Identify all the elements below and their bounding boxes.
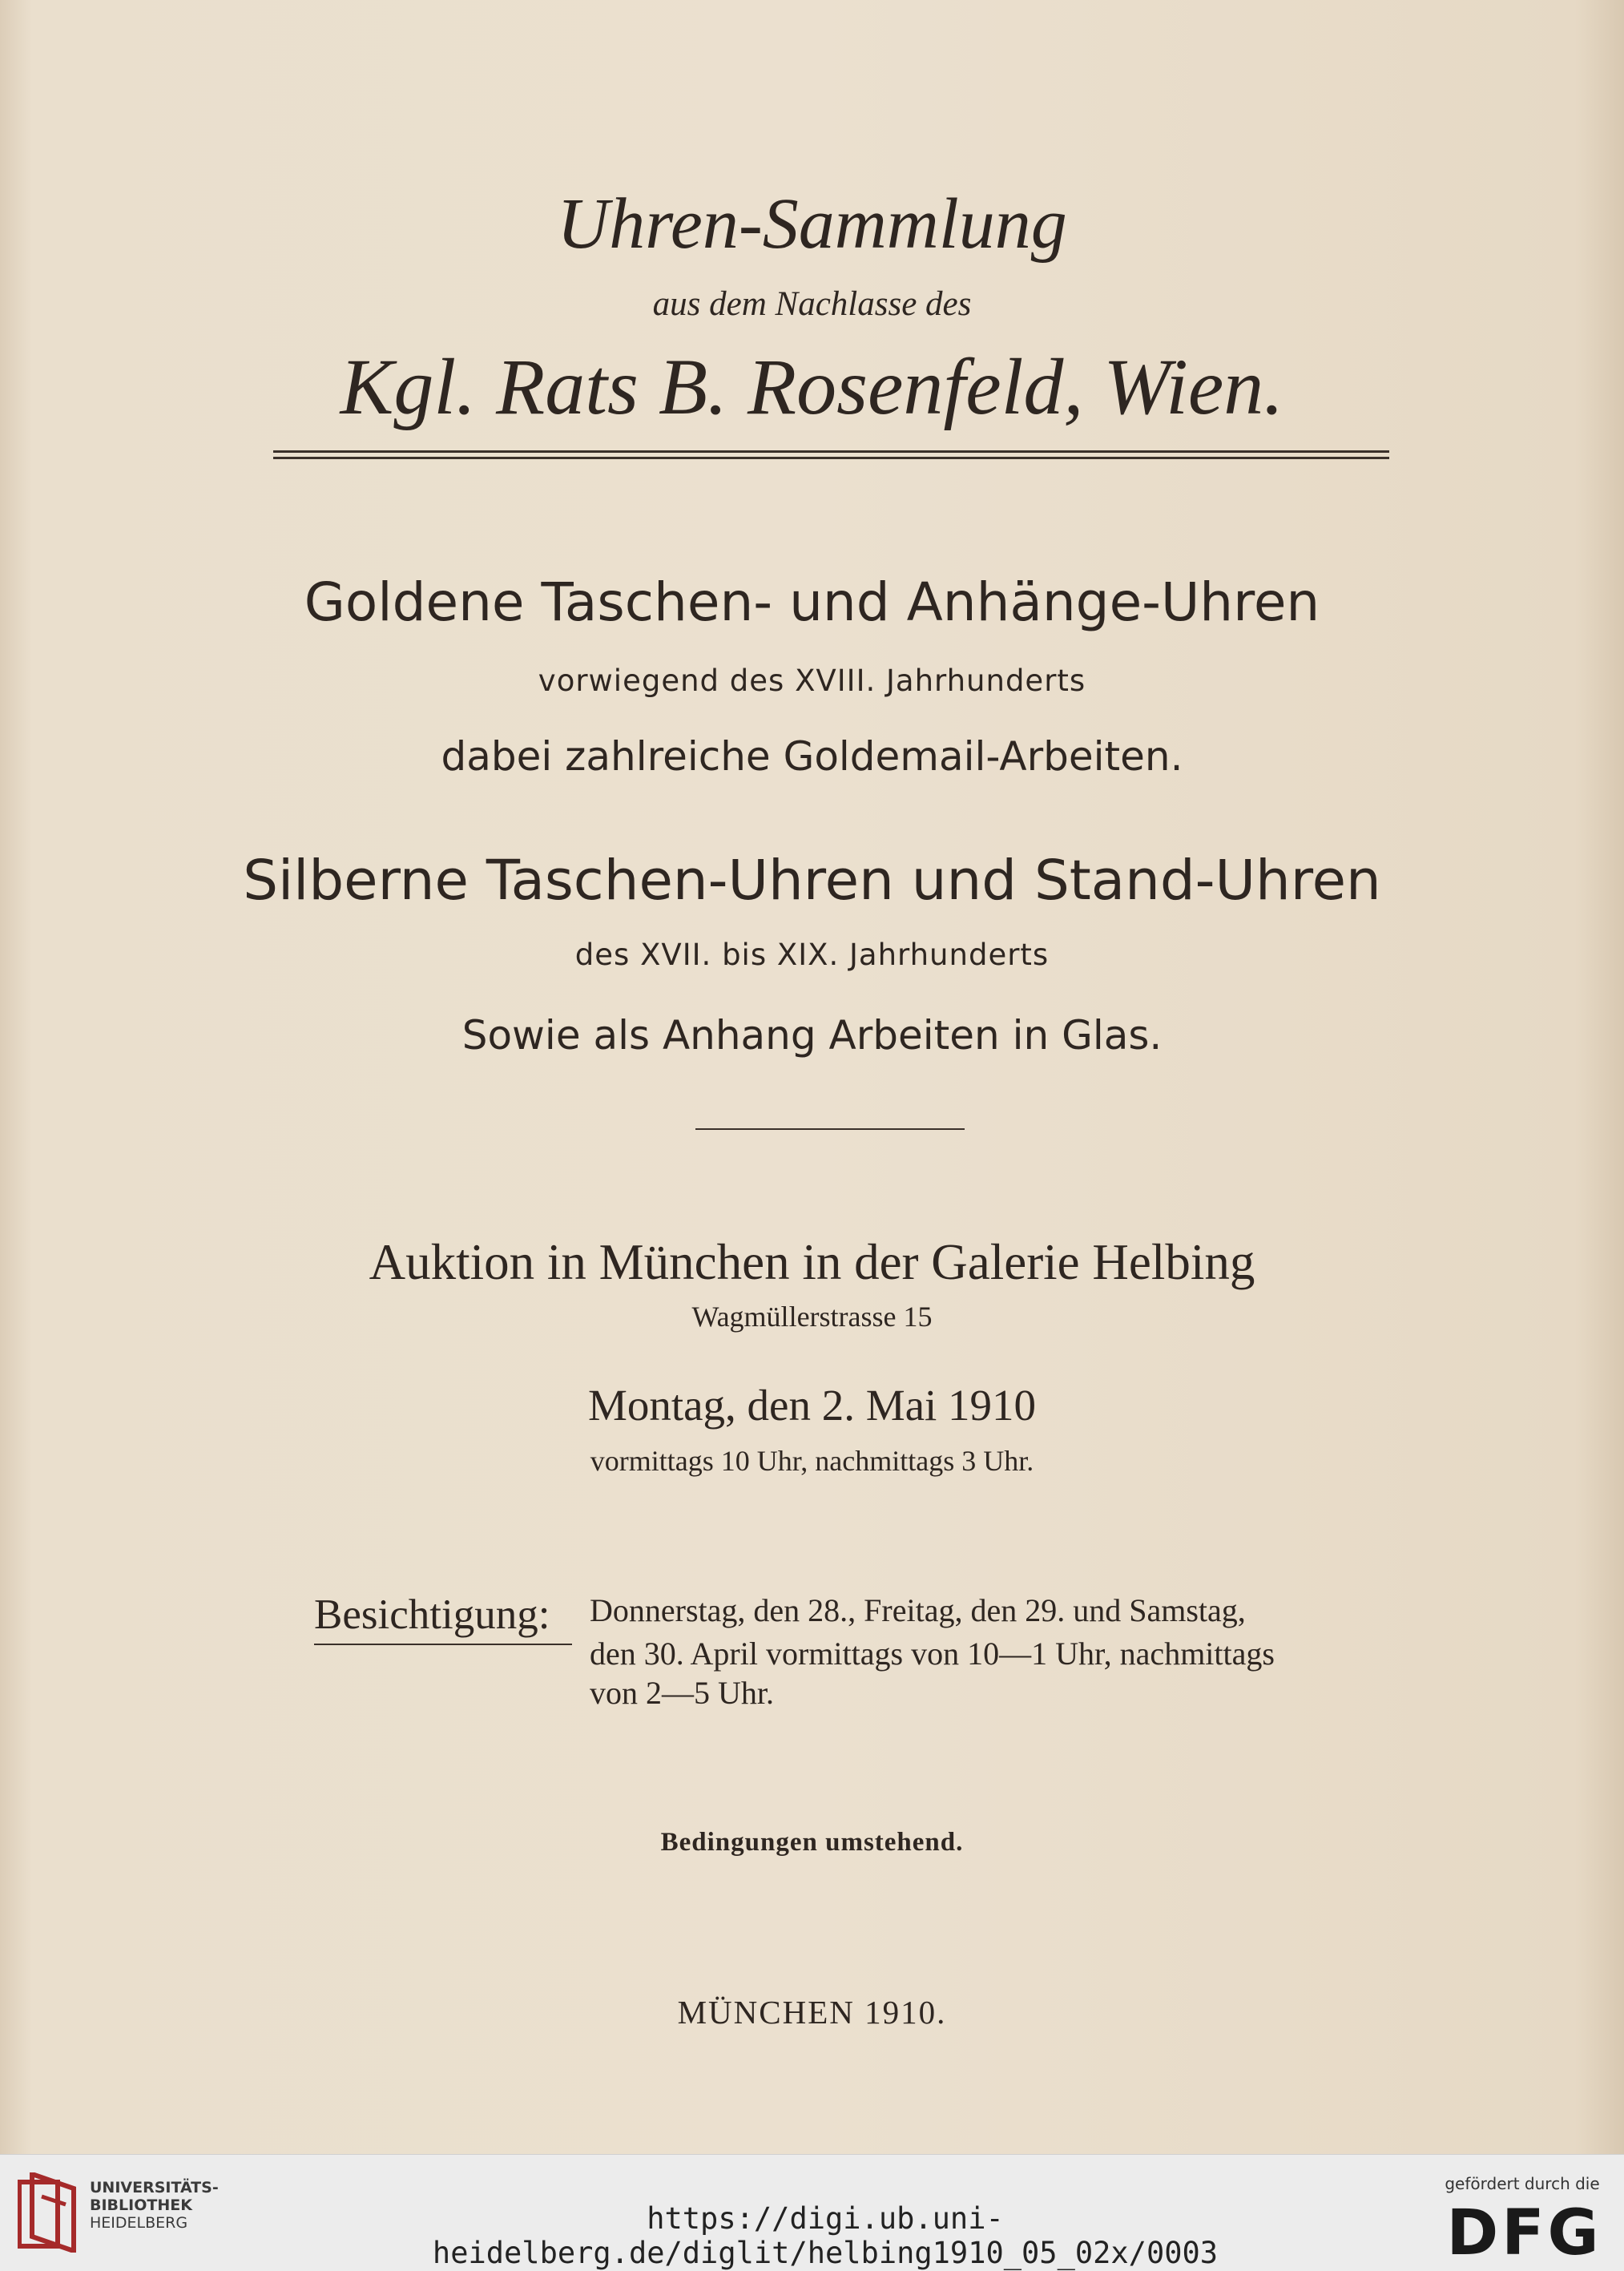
double-rule-top xyxy=(273,450,1389,453)
viewing-label-underline xyxy=(314,1644,572,1645)
double-rule-bottom xyxy=(273,457,1389,459)
auction-address: Wagmüllerstrasse 15 xyxy=(691,1301,933,1333)
section2-subline: des XVII. bis XIX. Jahrhunderts xyxy=(574,938,1050,972)
short-divider xyxy=(695,1128,965,1130)
funding-caption: gefördert durch die xyxy=(1445,2174,1600,2193)
conditions-note: Bedingungen umstehend. xyxy=(660,1828,964,1857)
section2-heading: Silberne Taschen-Uhren und Stand-Uhren xyxy=(243,849,1381,913)
section1-note: dabei zahlreiche Goldemail-Arbeiten. xyxy=(441,733,1183,780)
auction-date: Montag, den 2. Mai 1910 xyxy=(587,1381,1037,1430)
library-name-line-3: HEIDELBERG xyxy=(90,2214,188,2232)
owner-name: Kgl. Rats B. Rosenfeld, Wien. xyxy=(340,342,1284,431)
university-library-logo xyxy=(18,2172,82,2253)
library-name-line-2: BIBLIOTHEK xyxy=(90,2196,192,2214)
section2-note: Sowie als Anhang Arbeiten in Glas. xyxy=(461,1012,1163,1059)
auction-heading: Auktion in München in der Galerie Helbing xyxy=(369,1234,1255,1290)
viewing-line-3: von 2—5 Uhr. xyxy=(590,1675,774,1711)
library-name xyxy=(90,2179,219,2232)
estate-line: aus dem Nachlasse des xyxy=(652,285,972,323)
document-title: Uhren-Sammlung xyxy=(557,184,1067,264)
permalink-url[interactable]: https://digi.ub.uni-heidelberg.de/diglit/helbing1910_05_02x/0003 xyxy=(432,2201,1219,2270)
viewing-label: Besichtigung: xyxy=(314,1591,550,1638)
section1-heading: Goldene Taschen- und Anhänge-Uhren xyxy=(304,571,1320,633)
library-name-line-1: UNIVERSITÄTS- xyxy=(90,2179,219,2196)
viewing-line-1: Donnerstag, den 28., Freitag, den 29. und Samstag, xyxy=(590,1592,1246,1628)
dfg-logo: DFG xyxy=(1446,2197,1602,2269)
imprint: MÜNCHEN 1910. xyxy=(677,1994,947,2031)
auction-time: vormittags 10 Uhr, nachmittags 3 Uhr. xyxy=(590,1445,1034,1477)
viewer-footer xyxy=(0,2154,1624,2271)
viewing-line-2: den 30. April vormittags von 10—1 Uhr, nachmittags xyxy=(590,1636,1275,1672)
section1-subline: vorwiegend des XVIII. Jahrhunderts xyxy=(538,664,1086,698)
